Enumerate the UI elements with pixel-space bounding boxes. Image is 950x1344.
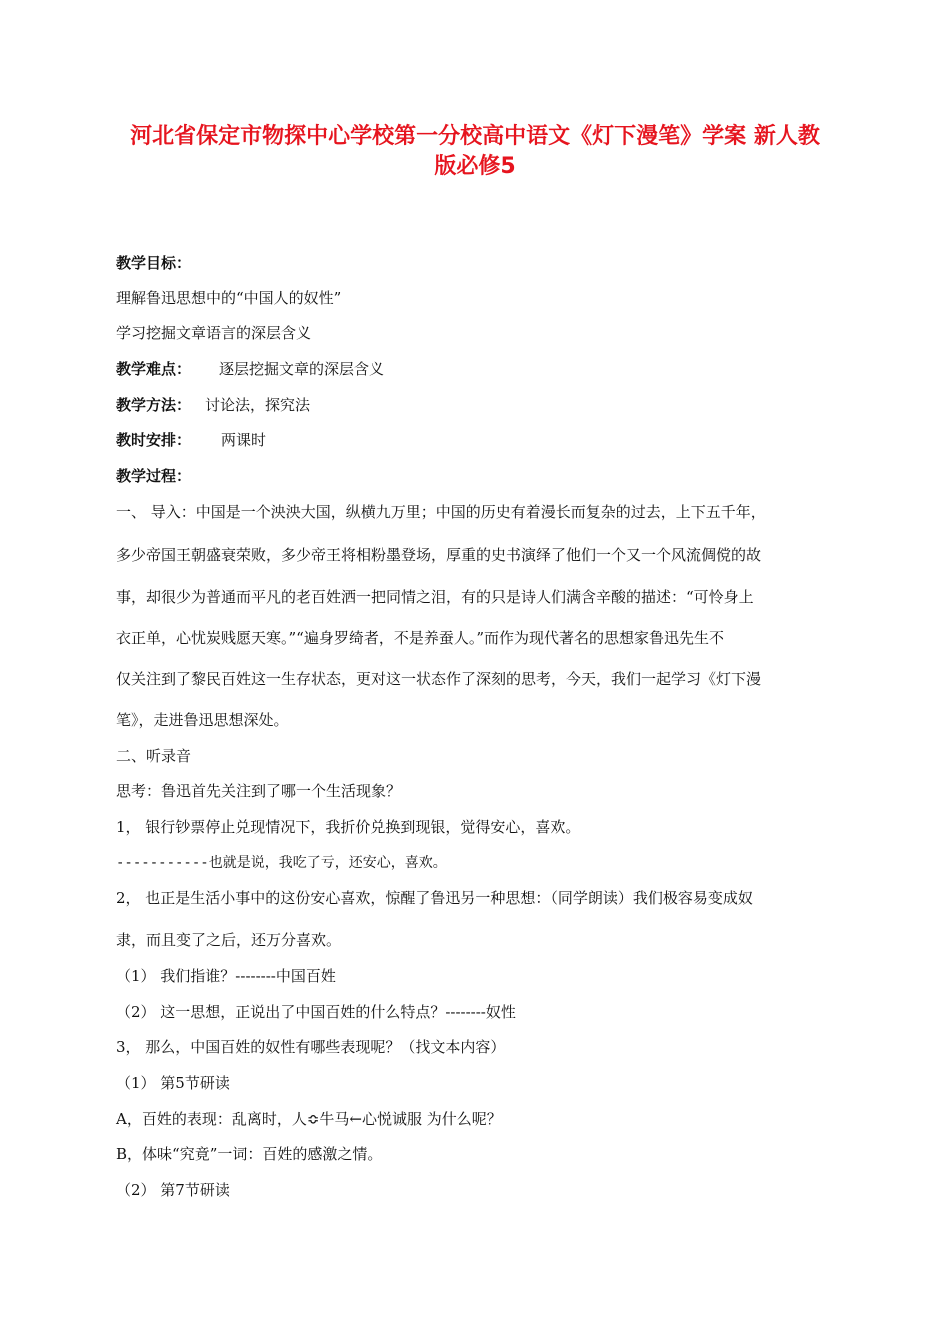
item-2-line-1: 2， 也正是生活小事中的这份安心喜欢，惊醒了鲁迅另一种思想：（同学朗读）我们极容易变成奴 [116, 889, 753, 907]
difficulty-label: 教学难点： [116, 360, 192, 378]
difficulty-value: 逐层挖掘文章的深层含义 [219, 360, 385, 378]
process-heading: 教学过程： [116, 467, 192, 485]
schedule-row [116, 430, 266, 450]
item-1: 1， 银行钞票停止兑现情况下，我折价兑换到现银，觉得安心，喜欢。 [116, 818, 581, 836]
method-value: 讨论法，探究法 [205, 396, 311, 414]
intro-line-4: 衣正单，心忧炭贱愿天寒。”“遍身罗绮者，不是养蚕人。”而作为现代著名的思想家鲁迅先生不 [116, 629, 725, 647]
difficulty-row [116, 359, 384, 379]
section-2-heading: 二、听录音 [116, 747, 192, 765]
schedule-value: 两课时 [221, 431, 267, 449]
title-line-1: 河北省保定市物探中心学校第一分校高中语文《灯下漫笔》学案 新人教 [130, 124, 820, 149]
item-3: 3， 那么，中国百姓的奴性有哪些表现呢？（找文本内容） [116, 1038, 506, 1056]
think-question: 思考：鲁迅首先关注到了哪一个生活现象？ [116, 782, 402, 800]
item-1-note: -----------也就是说，我吃了亏，还安心，喜欢。 [116, 855, 447, 871]
sub-item-1: （1） 我们指谁？--------中国百姓 [116, 967, 336, 985]
method-label: 教学方法： [116, 396, 192, 414]
intro-line-5: 仅关注到了黎民百姓这一生存状态，更对这一状态作了深刻的思考，今天，我们一起学习《灯下漫 [116, 670, 762, 688]
intro-line-6: 笔》，走进鲁迅思想深处。 [116, 711, 289, 729]
title-line-2: 版必修5 [434, 154, 516, 179]
intro-line-2: 多少帝国王朝盛衰荣败，多少帝王将相粉墨登场，厚重的史书演绎了他们一个又一个风流倜傥的故 [116, 546, 762, 564]
intro-line-3: 事，却很少为普通而平凡的老百姓洒一把同情之泪，有的只是诗人们满含辛酸的描述：“可怜身上 [116, 588, 754, 606]
goal-2: 学习挖掘文章语言的深层含义 [116, 324, 312, 342]
schedule-label: 教时安排： [116, 431, 192, 449]
goal-1: 理解鲁迅思想中的“中国人的奴性” [116, 289, 342, 307]
sub-item-3: （1） 第5节研读 [116, 1074, 230, 1092]
sub-item-2: （2） 这一思想，正说出了中国百姓的什么特点？--------奴性 [116, 1003, 516, 1021]
point-a: A，百姓的表现：乱离时，人≎牛马←心悦诚服 为什么呢？ [116, 1110, 502, 1128]
method-row [116, 395, 310, 415]
document-title [100, 122, 850, 182]
point-b: B，体味“究竟”一词：百姓的感激之情。 [116, 1145, 383, 1163]
goals-heading: 教学目标： [116, 254, 192, 272]
item-2-line-2: 隶，而且变了之后，还万分喜欢。 [116, 931, 342, 949]
intro-line-1: 一、 导入：中国是一个泱泱大国，纵横九万里；中国的历史有着漫长而复杂的过去，上下五千年， [116, 503, 766, 521]
sub-item-4: （2） 第7节研读 [116, 1181, 230, 1199]
